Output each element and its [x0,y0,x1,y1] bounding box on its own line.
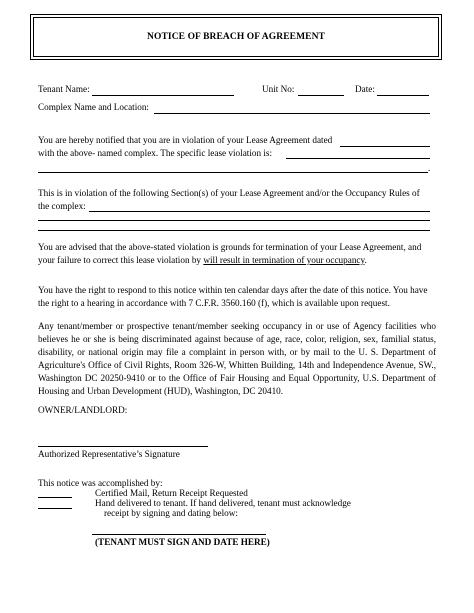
advised-text-line1: You are advised that the above-stated violation is grounds for termination of your Lease Agreement, and [38,242,422,252]
signature-label: Authorized Representative’s Signature [38,449,180,459]
violation-text-line2: with the above- named complex. The specific lease violation is: [38,148,273,158]
sections-field-line2[interactable] [38,220,430,221]
title-box [30,14,442,60]
certified-mail-checkline[interactable] [38,497,72,498]
termination-warning: will result in termination of your occupancy [203,255,365,265]
tenant-signature-line[interactable] [92,534,266,535]
date-field[interactable] [377,95,429,96]
unit-no-label: Unit No: [262,84,295,94]
date-label: Date: [355,84,375,94]
tenant-name-label: Tenant Name: [38,84,90,94]
unit-no-field[interactable] [298,95,344,96]
signature-line[interactable] [38,446,208,447]
sections-field-line1[interactable] [89,211,430,212]
nondiscrimination-statement: Any tenant/member or prospective tenant/member seeking occupancy in or use of Agency facilities who believes he or she is being discriminated against because of age, race, color, religion, sex, familial status, disability, or national origin may file a complaint in person with, or by mail to the U. S. Department of Agriculture's Office of Civil Rights, Room 326-W, Whitten Building, 14th and Independence Avenue, SW., Washington DC 20250-9410 or to the Office of Fair Housing and Equal Opportunity, U.S. Department of Housing and Urban Development (HUD), Washington, DC 20410. [38,321,436,396]
delivery-intro: This notice was accomplished by: [38,478,163,488]
violation-end-mark: . [428,163,431,173]
lease-date-field[interactable] [340,146,430,147]
sections-field-line3[interactable] [38,230,430,231]
complex-label: Complex Name and Location: [38,102,149,112]
document-title: NOTICE OF BREACH OF AGREEMENT [147,32,325,42]
sections-text-line2: the complex: [38,201,86,211]
violation-text-line1: You are hereby notified that you are in violation of your Lease Agreement dated [38,135,333,145]
sections-text-line1: This is in violation of the following Section(s) of your Lease Agreement and/or the Occupancy Rules of [38,188,420,198]
tenant-sign-label: (TENANT MUST SIGN AND DATE HERE) [95,537,270,547]
hand-delivered-option: Hand delivered to tenant. If hand delivered, tenant must acknowledge [95,498,351,508]
certified-mail-option: Certified Mail, Return Receipt Requested [95,488,248,498]
advised-text-line2: your failure to correct this lease violation by will result in termination of your occupancy. [38,255,367,265]
violation-field-line1[interactable] [286,158,430,159]
tenant-name-field[interactable] [92,95,234,96]
hand-delivered-checkline[interactable] [38,508,72,509]
owner-label: OWNER/LANDLORD: [38,405,128,415]
respond-text-line2: the right to a hearing in accordance with 7 C.F.R. 3560.160 (f), which is available upon request. [38,298,390,308]
respond-text-line1: You have the right to respond to this notice within ten calendar days after the date of this notice. You have [38,285,428,295]
violation-field-line2[interactable] [38,172,428,173]
complex-field[interactable] [154,113,430,114]
hand-delivered-option-cont: receipt by signing and dating below: [104,508,238,518]
